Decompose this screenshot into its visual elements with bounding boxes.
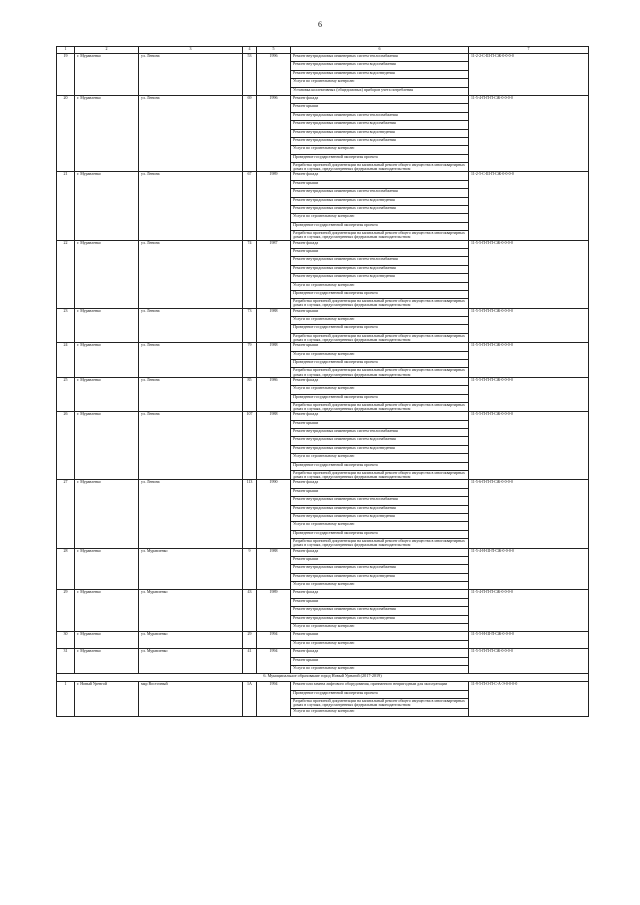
work-type-cell: Разработка проектной документации на капитальный ремонт общего имущества в многоквартирных домах в случаях, предусмотренных федеральным законодательством (291, 699, 469, 708)
work-type-cell: Проведение государственной экспертизы проекта (291, 462, 469, 470)
work-type-cell: Услуги по строительному контролю (291, 454, 469, 462)
work-type-cell: Ремонт внутридомовых инженерных систем водоотведения (291, 274, 469, 282)
year-cell: 1994 (257, 632, 291, 649)
work-type-cell: Услуги по строительному контролю (291, 351, 469, 359)
house-number-cell: 107 (243, 412, 257, 480)
column-number-row (57, 47, 589, 54)
work-type-cell: Ремонт внутридомовых инженерных систем водоснабжения (291, 206, 469, 214)
work-type-cell: Ремонт внутридомовых инженерных систем водоотведения (291, 615, 469, 623)
code-cell: 11-2-5-С-Ш-П-СЖ-0-0-0-0 (469, 172, 589, 240)
house-number-cell: 74 (243, 240, 257, 308)
code-cell: 11-5-5-П-П-П-СЖ-0-0-0-0 (469, 649, 589, 674)
street-cell: ул. Ленина (139, 412, 243, 480)
work-type-cell: Ремонт внутридомовых инженерных систем теплоснабжения (291, 429, 469, 437)
house-number-cell: 53 (243, 54, 257, 96)
work-type-cell: Проведение государственной экспертизы проекта (291, 360, 469, 368)
work-type-cell: Ремонт внутридомовых инженерных систем теплоснабжения (291, 112, 469, 120)
work-type-cell: Ремонт крыши (291, 657, 469, 665)
code-cell: 11-5-5-П-П-П-СЖ-0-0-0-0 (469, 377, 589, 412)
street-cell: ул. Ленина (139, 480, 243, 548)
table-row (57, 632, 589, 640)
table-row (57, 95, 589, 103)
code-cell: 11-5-4-П-П-П-СЖ-0-0-0-0 (469, 590, 589, 632)
code-cell: 11-9-5-П-О-П-С-А-Э-0-0-0-0 (469, 682, 589, 717)
work-type-cell: Ремонт внутридомовых инженерных систем водоотведения (291, 129, 469, 137)
work-type-cell: Услуги по строительному контролю (291, 79, 469, 87)
table-row (57, 240, 589, 248)
house-number-cell: 43 (243, 590, 257, 632)
work-type-cell: Ремонт внутридомовых инженерных систем водоснабжения (291, 607, 469, 615)
year-cell: 1986 (257, 377, 291, 412)
table-row (57, 480, 589, 488)
street-cell: ул. Муравленко (139, 590, 243, 632)
col-header: 1 (57, 47, 75, 54)
street-cell: ул. Муравленко (139, 632, 243, 649)
street-cell: ул. Ленина (139, 377, 243, 412)
work-type-cell: Проведение государственной экспертизы проекта (291, 222, 469, 230)
work-type-cell: Ремонт фасада (291, 172, 469, 180)
city-cell: г. Муравленко (75, 377, 139, 412)
col-header: 5 (257, 47, 291, 54)
work-type-cell: Ремонт крыши (291, 420, 469, 428)
work-type-cell: Ремонт крыши (291, 632, 469, 640)
table-row (57, 308, 589, 316)
work-type-cell: Услуги по строительному контролю (291, 522, 469, 530)
city-cell: г. Муравленко (75, 343, 139, 378)
work-type-cell: Разработка проектной документации на капитальный ремонт общего имущества в многоквартирных домах в случаях, предусмотренных федеральным законодательством (291, 333, 469, 342)
year-cell: 1989 (257, 590, 291, 632)
work-type-cell: Разработка проектной документации на капитальный ремонт общего имущества в многоквартирных домах в случаях, предусмотренных федеральным законодательством (291, 231, 469, 240)
work-type-cell: Ремонт внутридомовых инженерных систем водоснабжения (291, 137, 469, 145)
table-row (57, 54, 589, 62)
section-row (57, 674, 589, 682)
work-type-cell: Установка коллективных (общедомовых) приборов учета потребления (291, 87, 469, 95)
row-number: 28 (57, 548, 75, 590)
year-cell: 1988 (257, 308, 291, 343)
work-type-cell: Ремонт фасада (291, 480, 469, 488)
city-cell: г. Муравленко (75, 649, 139, 674)
work-type-cell: Услуги по строительному контролю (291, 582, 469, 590)
year-cell: 1996 (257, 54, 291, 96)
city-cell: г. Муравленко (75, 480, 139, 548)
work-type-cell: Ремонт внутридомовых инженерных систем водоснабжения (291, 265, 469, 273)
row-number: 20 (57, 95, 75, 172)
work-type-cell: Ремонт крыши (291, 598, 469, 606)
work-type-cell: Услуги по строительному контролю (291, 317, 469, 325)
work-type-cell: Услуги по строительному контролю (291, 640, 469, 648)
work-type-cell: Проведение государственной экспертизы проекта (291, 290, 469, 298)
work-type-cell: Ремонт крыши (291, 488, 469, 496)
city-cell: г. Муравленко (75, 308, 139, 343)
work-type-cell: Ремонт внутридомовых инженерных систем водоотведения (291, 513, 469, 521)
city-cell: г. Муравленко (75, 412, 139, 480)
work-type-cell: Ремонт фасада (291, 377, 469, 385)
year-cell: 1987 (257, 240, 291, 308)
work-type-cell: Ремонт или замена лифтового оборудования, признанного непригодным для эксплуатации (291, 682, 469, 690)
work-type-cell: Услуги по строительному контролю (291, 386, 469, 394)
code-cell: 11-2-2-С-Ш-П-СЖ-0-0-0-0 (469, 54, 589, 96)
code-cell: 11-5-5-П-П-П-СЖ-0-0-0-0 (469, 308, 589, 343)
table-row (57, 682, 589, 690)
house-number-cell: 73 (243, 308, 257, 343)
work-type-cell: Ремонт внутридомовых инженерных систем водоснабжения (291, 565, 469, 573)
house-number-cell: 79 (243, 343, 257, 378)
code-cell: 11-5-5-Н-Ш-П-СЖ-0-0-0-0 (469, 632, 589, 649)
work-type-cell: Ремонт внутридомовых инженерных систем водоотведения (291, 445, 469, 453)
house-number-cell: 67 (243, 172, 257, 240)
work-type-cell: Ремонт внутридомовых инженерных систем водоснабжения (291, 121, 469, 129)
work-type-cell: Ремонт фасада (291, 95, 469, 103)
work-type-cell: Ремонт фасада (291, 590, 469, 598)
year-cell: 1989 (257, 172, 291, 240)
table-row (57, 172, 589, 180)
work-type-cell: Ремонт внутридомовых инженерных систем водоснабжения (291, 505, 469, 513)
work-type-cell: Ремонт внутридомовых инженерных систем теплоснабжения (291, 497, 469, 505)
house-number-cell: 29 (243, 632, 257, 649)
row-number: 22 (57, 240, 75, 308)
page-number: 6 (318, 20, 322, 29)
city-cell: г. Муравленко (75, 54, 139, 96)
year-cell: 1988 (257, 412, 291, 480)
code-cell: 11-5-4-П-П-П-СЖ-0-0-0-0 (469, 95, 589, 172)
work-type-cell: Услуги по строительному контролю (291, 624, 469, 632)
work-type-cell: Ремонт внутридомовых инженерных систем водоснабжения (291, 437, 469, 445)
work-type-cell: Проведение государственной экспертизы проекта (291, 530, 469, 538)
street-cell: ул. Ленина (139, 308, 243, 343)
work-type-cell: Ремонт внутридомовых инженерных систем теплоснабжения (291, 257, 469, 265)
row-number: 31 (57, 649, 75, 674)
year-cell: 1988 (257, 343, 291, 378)
work-type-cell: Ремонт крыши (291, 556, 469, 564)
work-type-cell: Проведение государственной экспертизы проекта (291, 154, 469, 162)
row-number: 30 (57, 632, 75, 649)
year-cell: 1988 (257, 548, 291, 590)
street-cell: ул. Муравленко (139, 548, 243, 590)
work-type-cell: Услуги по строительному контролю (291, 214, 469, 222)
street-cell: ул. Муравленко (139, 649, 243, 674)
house-number-cell: 41 (243, 649, 257, 674)
work-type-cell: Услуги по строительному контролю (291, 666, 469, 674)
city-cell: г. Муравленко (75, 172, 139, 240)
code-cell: 11-5-6-П-П-П-СЖ-0-0-0-0 (469, 480, 589, 548)
work-type-cell: Разработка проектной документации на капитальный ремонт общего имущества в многоквартирных домах в случаях, предусмотренных федеральным законодательством (291, 539, 469, 548)
table-row (57, 343, 589, 351)
code-cell: 11-5-5-П-П-П-СЖ-0-0-0-0 (469, 343, 589, 378)
table-row (57, 412, 589, 420)
work-type-cell: Услуги по строительному контролю (291, 146, 469, 154)
work-type-cell: Ремонт фасада (291, 240, 469, 248)
code-cell: 11-5-5-П-П-П-СЖ-0-0-0-0 (469, 412, 589, 480)
col-header: 2 (75, 47, 139, 54)
work-type-cell: Ремонт внутридомовых инженерных систем теплоснабжения (291, 54, 469, 62)
city-cell: г. Муравленко (75, 240, 139, 308)
work-type-cell: Услуги по строительному контролю (291, 708, 469, 716)
work-type-cell: Ремонт крыши (291, 180, 469, 188)
house-number-cell: 1А (243, 682, 257, 717)
work-type-cell: Ремонт внутридомовых инженерных систем водоотведения (291, 70, 469, 78)
col-header: 7 (469, 47, 589, 54)
house-number-cell: 85 (243, 377, 257, 412)
year-cell: 1994 (257, 649, 291, 674)
city-cell: г. Муравленко (75, 590, 139, 632)
work-type-cell: Разработка проектной документации на капитальный ремонт общего имущества в многоквартирных домах в случаях, предусмотренных федеральным законодательством (291, 163, 469, 172)
row-number: 27 (57, 480, 75, 548)
year-cell: 1996 (257, 95, 291, 172)
row-number: 21 (57, 172, 75, 240)
capital-repair-table (56, 46, 589, 717)
work-type-cell: Разработка проектной документации на капитальный ремонт общего имущества в многоквартирных домах в случаях, предусмотренных федеральным законодательством (291, 471, 469, 480)
row-number: 29 (57, 590, 75, 632)
work-type-cell: Ремонт внутридомовых инженерных систем водоотведения (291, 573, 469, 581)
work-type-cell: Ремонт внутридомовых инженерных систем теплоснабжения (291, 189, 469, 197)
year-cell: 1994 (257, 682, 291, 717)
work-type-cell: Ремонт внутридомовых инженерных систем водоотведения (291, 197, 469, 205)
table-row (57, 590, 589, 598)
work-type-cell: Проведение государственной экспертизы проекта (291, 394, 469, 402)
work-type-cell: Ремонт внутридомовых инженерных систем водоснабжения (291, 62, 469, 70)
work-type-cell: Ремонт фасада (291, 412, 469, 420)
table-row (57, 377, 589, 385)
work-type-cell: Разработка проектной документации на капитальный ремонт общего имущества в многоквартирных домах в случаях, предусмотренных федеральным законодательством (291, 368, 469, 377)
code-cell: 11-5-5-П-П-П-СЖ-0-0-0-0 (469, 240, 589, 308)
row-number: 24 (57, 343, 75, 378)
work-type-cell: Ремонт крыши (291, 308, 469, 316)
house-number-cell: 113 (243, 480, 257, 548)
section-title: 6. Муниципальное образование город Новый Уренгой (2017-2019) (57, 674, 589, 682)
row-number: 23 (57, 308, 75, 343)
year-cell: 1990 (257, 480, 291, 548)
city-cell: г. Муравленко (75, 95, 139, 172)
row-number: 19 (57, 54, 75, 96)
work-type-cell: Услуги по строительному контролю (291, 282, 469, 290)
row-number: 26 (57, 412, 75, 480)
street-cell: ул. Ленина (139, 172, 243, 240)
col-header: 4 (243, 47, 257, 54)
work-type-cell: Ремонт фасада (291, 649, 469, 657)
work-type-cell: Разработка проектной документации на капитальный ремонт общего имущества в многоквартирных домах в случаях, предусмотренных федеральным законодательством (291, 402, 469, 411)
street-cell: ул. Ленина (139, 240, 243, 308)
city-cell: г. Муравленко (75, 548, 139, 590)
code-cell: 11-5-4-Н-Ш-П-СЖ-0-0-0-0 (469, 548, 589, 590)
street-cell: ул. Ленина (139, 343, 243, 378)
col-header: 3 (139, 47, 243, 54)
street-cell: мкр Восточный (139, 682, 243, 717)
table-row (57, 548, 589, 556)
row-number: 25 (57, 377, 75, 412)
row-number: 1 (57, 682, 75, 717)
city-cell: г. Новый Уренгой (75, 682, 139, 717)
work-type-cell: Проведение государственной экспертизы проекта (291, 325, 469, 333)
city-cell: г. Муравленко (75, 632, 139, 649)
work-type-cell: Разработка проектной документации на капитальный ремонт общего имущества в многоквартирных домах в случаях, предусмотренных федеральным законодательством (291, 299, 469, 308)
house-number-cell: 9 (243, 548, 257, 590)
work-type-cell: Ремонт крыши (291, 343, 469, 351)
work-type-cell: Ремонт фасада (291, 548, 469, 556)
street-cell: ул. Ленина (139, 54, 243, 96)
house-number-cell: 69 (243, 95, 257, 172)
work-type-cell: Ремонт крыши (291, 104, 469, 112)
street-cell: ул. Ленина (139, 95, 243, 172)
col-header: 6 (291, 47, 469, 54)
work-type-cell: Проведение государственной экспертизы проекта (291, 690, 469, 698)
table-row (57, 649, 589, 657)
work-type-cell: Ремонт крыши (291, 248, 469, 256)
